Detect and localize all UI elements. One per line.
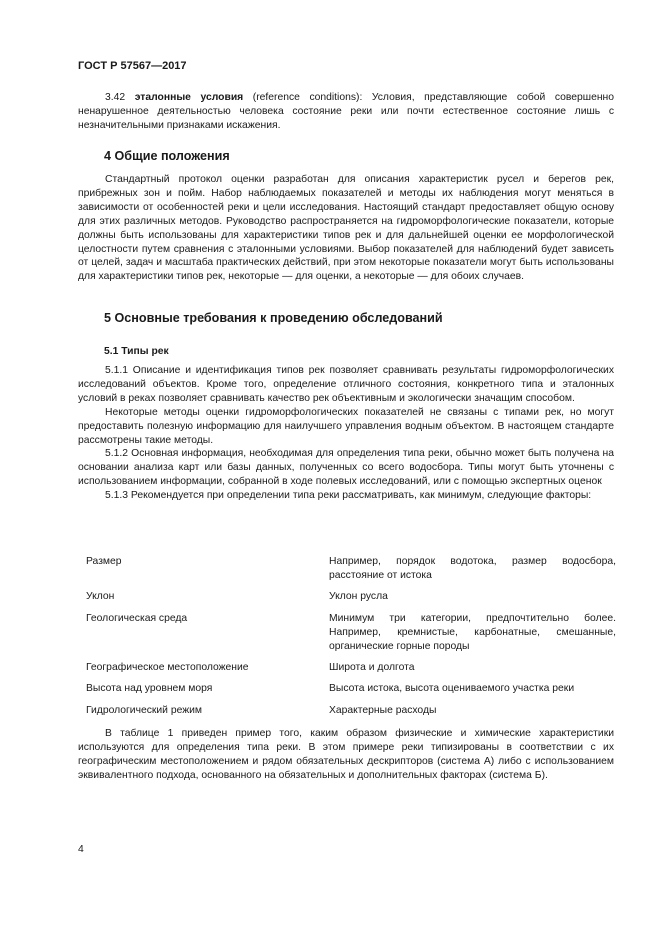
factor-name: Размер [86,556,122,567]
factor-description: Минимум три категории, предпочтительно более. Например, кремнистые, карбонатные, смешанные, органические горные породы [329,612,616,652]
factor-row [86,590,616,604]
definition-term: эталонные условия [134,92,244,103]
factor-row [86,612,616,654]
factor-row [86,704,616,718]
factor-description: Например, порядок водотока, размер водосбора, расстояние от истока [329,556,616,581]
page-number: 4 [78,844,84,855]
factor-name: Географическое местоположение [86,661,249,673]
factor-description: Широта и долгота [329,661,415,673]
paragraph-methods: Некоторые методы оценки гидроморфологических показателей не связаны с типами рек, но могут предоставить полезную информацию для наилучшего управления водным объектом. В настоящем стандарте рассмотрены такие методы. [78,406,614,446]
paragraph-5-1-2: 5.1.2 Основная информация, необходимая для определения типа реки, обычно может быть получена на основании анализа карт или базы данных, полученных со всего водосбора. Типы могут быть уточнены с использованием информации, собранной в ходе полевых исследований, или с помощью экспертных оценок [78,448,614,488]
factor-row [86,555,616,583]
factor-name: Геологическая среда [86,612,188,624]
section-4-body [78,173,614,284]
subsection-5-1-heading: 5.1 Типы рек [104,346,169,357]
factor-description: Уклон русла [329,591,388,603]
definition-3-42 [78,91,614,133]
paragraph-5-1-1: 5.1.1 Описание и идентификация типов рек позволяет сравнивать результаты гидроморфологических исследований объектов. Кроме того, определение отличного состояния, конкретного типа и эталонных условий в реках позволяет сравнивать качество рек объективным и экологически значащим способом. [78,365,614,404]
section-5-heading: 5 Основные требования к проведению обследований [104,311,443,325]
paragraph-5-1-3: 5.1.3 Рекомендуется при определении типа реки рассматривать, как минимум, следующие факторы: [105,490,592,502]
factor-name: Высота над уровнем моря [86,683,213,695]
definition-number: 3.42 [105,92,126,103]
factor-name: Уклон [86,591,115,603]
section-4-paragraph: Стандартный протокол оценки разработан для описания характеристик русел и берегов рек, прибрежных зон и пойм. Набор наблюдаемых показателей и методы их наблюдения могут меняться в зависимости от особенностей реки и цели исследования. Настоящий стандарт предоставляет общую основу для этих различных методов. Руководство распространяется на гидроморфологические показатели, которые должны быть использованы для характеристики типов рек и для дальнейшей оценки ее морфологической целостности путем сравнения с эталонными условиями. Выбор показателей для наблюдений будет зависеть от целей, задач и масштаба практических действий, при этом некоторые показатели могут быть использованы для характеристики типов рек, некоторые — для оценки, а некоторые — для обоих случаев. [78,174,614,283]
closing-body [78,727,614,783]
factor-row [86,661,616,675]
closing-paragraph: В таблице 1 приведен пример того, каким образом физические и химические характеристики используются для определения типа реки. В этом примере реки типизированы в соответствии с их географическим местоположением и рядом обязательных дескрипторов (система А) либо с использованием эквивалентного подхода, основанного на обязательных и дополнительных факторах (система Б). [78,728,614,781]
factor-description: Высота истока, высота оцениваемого участка реки [329,683,575,695]
standard-header: ГОСТ Р 57567—2017 [78,60,187,72]
factor-description: Характерные расходы [329,704,437,716]
factors-list [86,555,616,725]
section-4-heading: 4 Общие положения [104,149,230,163]
factor-name: Гидрологический режим [86,704,203,716]
definition-text: (reference conditions): Условия, представляющие собой совершенно ненарушенное деятельностью человека состояние реки или почти естественное состояние лишь с незначительными признаками искажения. [78,92,615,131]
factor-row [86,682,616,696]
definition-paragraph [78,91,614,133]
section-5-1-body [78,364,614,503]
